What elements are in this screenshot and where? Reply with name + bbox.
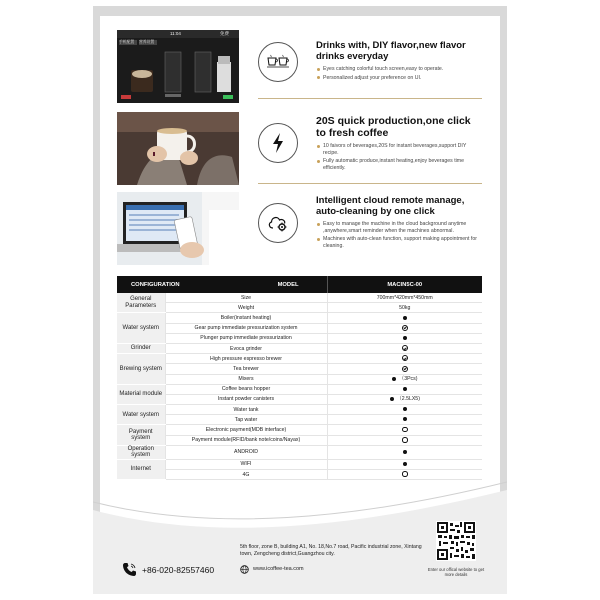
- table-category: Brewing system: [117, 354, 165, 385]
- table-category: Payment system: [117, 425, 165, 445]
- table-value: [327, 405, 482, 415]
- cloud-gear-icon: [258, 203, 298, 243]
- table-feature: ANDROID: [165, 445, 327, 459]
- table-row: [117, 415, 482, 425]
- table-row: [117, 445, 482, 459]
- screen-top-right: 免费: [220, 31, 229, 36]
- table-row: [117, 459, 482, 469]
- table-feature: 4G: [165, 470, 327, 480]
- table-value: [327, 435, 482, 445]
- qr-code[interactable]: [436, 521, 476, 561]
- table-category: General Parameters: [117, 293, 165, 313]
- spec-table-header: [117, 276, 482, 293]
- standard-dot-icon: [403, 387, 407, 391]
- table-feature: Coffee beans hopper: [165, 384, 327, 394]
- optional-ring-icon: [402, 437, 408, 443]
- table-row: [117, 384, 482, 394]
- table-value: [327, 343, 482, 353]
- spec-table-body: [117, 293, 482, 480]
- feature-1-title: Drinks with, DIY flavor,new flavor drinks everyday: [316, 40, 466, 62]
- table-row: [117, 293, 482, 303]
- table-value: [327, 415, 482, 425]
- table-value: [327, 293, 482, 303]
- table-row: [117, 303, 482, 313]
- header-configuration: CONFIGURATION: [117, 276, 165, 293]
- standard-dot-icon: [403, 462, 407, 466]
- feature-1-bullet-1: Eyes catching colorful touch screen,easy to operate.: [316, 66, 482, 73]
- screen-tab-2: 营养设置: [139, 40, 155, 44]
- standard-dot-icon: [403, 316, 407, 320]
- standard-dot-icon: [403, 450, 407, 454]
- table-value: [327, 394, 482, 404]
- table-value: [327, 333, 482, 343]
- header-macin5c: MACIN5C-00: [327, 276, 482, 293]
- table-feature: Water tank: [165, 405, 327, 415]
- footer-phone: +86-020-82557460: [142, 565, 215, 575]
- table-row: [117, 364, 482, 374]
- table-feature: Weight: [165, 303, 327, 313]
- feature-3-title: Intelligent cloud remote manage, auto-cleaning by one click: [316, 195, 465, 217]
- table-category: Grinder: [117, 343, 165, 353]
- table-row: [117, 394, 482, 404]
- check-icon: [402, 325, 408, 331]
- table-feature: Electronic payment(MDB interface): [165, 425, 327, 435]
- feature-2-title: 20S quick production,one click to fresh coffee: [316, 115, 471, 139]
- table-category: Material module: [117, 384, 165, 404]
- table-row: [117, 470, 482, 480]
- table-row: [117, 313, 482, 323]
- feature-2-bullet-1: 10 faivors of beverages,20S for instant beverages,support DIY recipe.: [316, 143, 482, 156]
- coffee-cups-icon: [258, 42, 298, 82]
- standard-dot-icon: [392, 377, 396, 381]
- footer-website[interactable]: www.icoffee-tea.com: [253, 566, 304, 572]
- table-row: [117, 374, 482, 384]
- table-value-text: （2.5LX5): [396, 396, 420, 403]
- touchscreen-image: [117, 30, 239, 103]
- footer-address: 5th floor, zone B, building A1, No. 18,No.7 road, Pacific industrial zone, Xintang town, Zengcheng district,Guangzhou city.: [240, 544, 422, 557]
- table-category: Internet: [117, 459, 165, 479]
- divider-1: [258, 98, 482, 99]
- table-value: [327, 459, 482, 469]
- table-value: [327, 470, 482, 480]
- laptop-phone-image: [117, 192, 239, 265]
- table-row: [117, 323, 482, 333]
- standard-dot-icon: [403, 407, 407, 411]
- check-icon: [402, 345, 408, 351]
- coffee-mug-image: [117, 112, 239, 185]
- feature-3-bullet-1: Easy to manage the machine in the cloud background anytime ,anywhere,smart reminder when the machines abnormal.: [316, 221, 482, 234]
- screen-tab-1: 手机配置: [119, 40, 135, 44]
- lightning-icon: [258, 123, 298, 163]
- table-feature: Evoca grinder: [165, 343, 327, 353]
- table-row: [117, 425, 482, 435]
- table-feature: Mixers: [165, 374, 327, 384]
- table-category: Operation system: [117, 445, 165, 459]
- qr-code-icon: [436, 521, 476, 561]
- globe-icon: [240, 565, 249, 574]
- optional-ring-icon: [402, 471, 408, 477]
- table-category: Water system: [117, 405, 165, 425]
- table-feature: Plunger pump immediate pressurization: [165, 333, 327, 343]
- table-row: [117, 333, 482, 343]
- feature-1: [316, 40, 482, 83]
- table-feature: Tea brewer: [165, 364, 327, 374]
- table-value: [327, 374, 482, 384]
- standard-dot-icon: [403, 417, 407, 421]
- feature-1-bullet-2: Personalized adjust your preference on UI.: [316, 75, 482, 82]
- table-row: [117, 405, 482, 415]
- table-feature: Size: [165, 293, 327, 303]
- phone-icon: [122, 562, 137, 577]
- feature-2: [316, 115, 482, 173]
- table-value-text: （3Pcs): [399, 376, 418, 383]
- table-value: [327, 384, 482, 394]
- table-feature: WIFI: [165, 459, 327, 469]
- table-feature: Payment module(RFID/bank note/coins/Nayax): [165, 435, 327, 445]
- table-feature: Instant powder canisters: [165, 394, 327, 404]
- standard-dot-icon: [390, 397, 394, 401]
- table-value: [327, 313, 482, 323]
- table-feature: Tap water: [165, 415, 327, 425]
- table-value: [327, 445, 482, 459]
- table-value: [327, 323, 482, 333]
- table-value-text: 700mm*420mm*450mm: [376, 294, 433, 301]
- table-feature: High pressure espresso brewer: [165, 354, 327, 364]
- table-value: [327, 425, 482, 435]
- table-value-text: 50kg: [399, 304, 411, 311]
- table-row: [117, 435, 482, 445]
- feature-2-bullet-2: Fully automatic produce,instant heating,enjoy beverages time efficiently.: [316, 158, 482, 171]
- table-value: [327, 303, 482, 313]
- table-value: [327, 364, 482, 374]
- check-icon: [402, 355, 408, 361]
- screen-clock: 11:04: [170, 31, 181, 36]
- feature-3-bullet-2: Machines with auto-clean function, support making appointment for cleaning.: [316, 236, 482, 249]
- qr-caption: Enter our offical website to get more details: [427, 567, 485, 577]
- table-row: [117, 343, 482, 353]
- feature-3: [316, 195, 482, 251]
- table-row: [117, 354, 482, 364]
- standard-dot-icon: [403, 336, 407, 340]
- optional-ring-icon: [402, 427, 408, 433]
- table-value: [327, 354, 482, 364]
- header-model: MODEL: [165, 276, 327, 293]
- table-feature: Boiler(instant heating): [165, 313, 327, 323]
- table-category: Water system: [117, 313, 165, 344]
- divider-2: [258, 183, 482, 184]
- table-feature: Gear pump immediate pressurization system: [165, 323, 327, 333]
- check-icon: [402, 366, 408, 372]
- spec-table: [117, 276, 482, 480]
